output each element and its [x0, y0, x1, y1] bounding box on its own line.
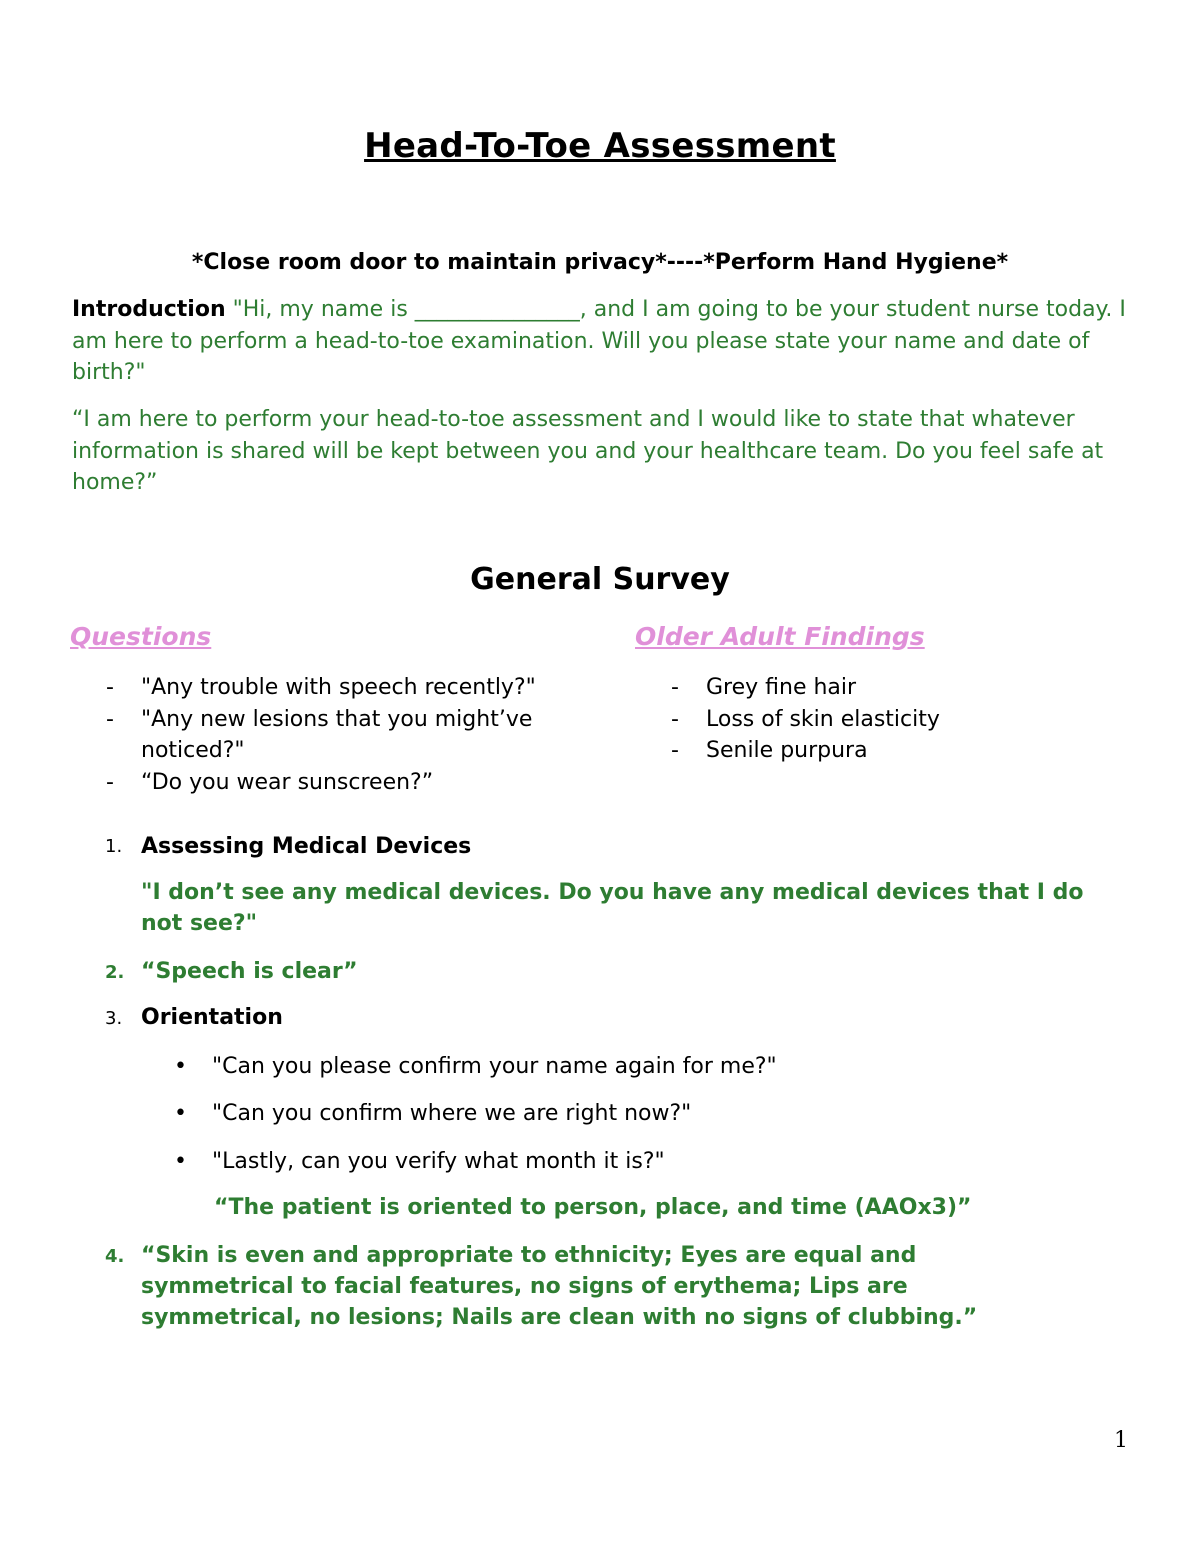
step-1-title: Assessing Medical Devices [141, 834, 472, 859]
introduction-label: Introduction [72, 297, 226, 322]
orientation-conclusion: “The patient is oriented to person, place, and time (AAOx3)” [214, 1195, 972, 1220]
step-3-number: 3. [105, 1008, 123, 1029]
list-item: - Grey fine hair [635, 672, 1135, 704]
step-1-quote: "I don’t see any medical devices. Do you have any medical devices that I do not see?" [141, 880, 1084, 936]
dash-marker: - [671, 738, 679, 763]
orientation-question-1: "Can you please confirm your name again for me?" [212, 1054, 777, 1079]
list-item: - “Do you wear sunscreen?” [70, 767, 590, 799]
dash-marker: - [106, 769, 114, 795]
dash-marker: - [106, 706, 114, 732]
questions-heading: Questions [70, 622, 212, 651]
dash-marker: - [671, 706, 679, 732]
introduction-paragraph [72, 294, 1132, 389]
confidentiality-paragraph: “I am here to perform your head-to-toe assessment and I would like to state that whatever information is shared will be kept between you and your healthcare team. Do you feel safe at home?” [72, 407, 1104, 495]
step-4-quote: “Skin is even and appropriate to ethnicity; Eyes are equal and symmetrical to facial features, no signs of erythema; Lips are symmetrical, no lesions; Nails are clean with no signs of clubbing.” [141, 1243, 978, 1330]
step-3-title: Orientation [141, 1005, 283, 1030]
step-2-quote: “Speech is clear” [141, 959, 358, 984]
general-survey-heading: General Survey [470, 562, 730, 597]
list-item: - "Any new lesions that you might’ve noticed?" [70, 704, 590, 767]
step-2-number: 2. [105, 962, 125, 983]
bullet-marker: • [174, 1054, 187, 1079]
page-number: 1 [1114, 1428, 1128, 1453]
questions-list [70, 672, 590, 798]
introduction-text: "Hi, my name is _______________, and I am going to be your student nurse today. I am here to perform a head-to-toe examination. Will you please state your name and date of birth?" [72, 297, 1126, 385]
page-title: Head-To-Toe Assessment [364, 126, 836, 166]
dash-marker: - [671, 675, 679, 700]
orientation-question-2: "Can you confirm where we are right now?" [212, 1101, 692, 1126]
step-1-number: 1. [105, 836, 123, 857]
privacy-reminder: *Close room door to maintain privacy*----*Perform Hand Hygiene* [191, 250, 1009, 275]
list-item: - Senile purpura [635, 735, 1135, 767]
list-item: - Loss of skin elasticity [635, 704, 1135, 736]
step-4-number: 4. [105, 1246, 125, 1267]
list-item: - "Any trouble with speech recently?" [70, 672, 590, 704]
dash-marker: - [106, 675, 114, 700]
bullet-marker: • [174, 1149, 187, 1174]
bullet-marker: • [174, 1101, 187, 1126]
findings-list [635, 672, 1135, 767]
older-adult-findings-heading: Older Adult Findings [635, 622, 925, 651]
orientation-question-3: "Lastly, can you verify what month it is?" [212, 1149, 665, 1174]
